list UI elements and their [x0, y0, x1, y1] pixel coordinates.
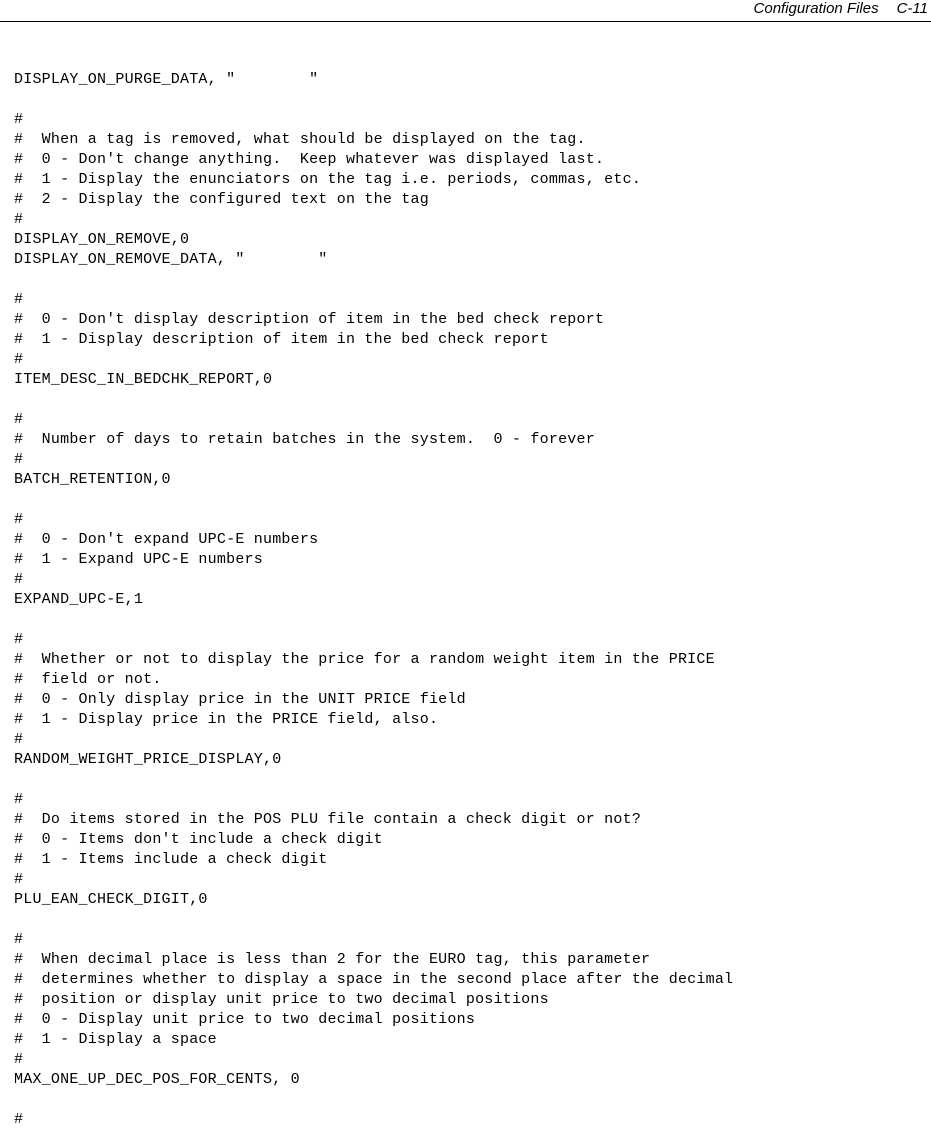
- comment-line: #: [14, 791, 24, 808]
- blank-line: [14, 270, 733, 290]
- comment-line: #: [14, 1051, 24, 1068]
- config-setting-line: BATCH_RETENTION,0: [14, 471, 171, 488]
- blank-line: [14, 910, 733, 930]
- comment-line: # Whether or not to display the price for a random weight item in the PRICE: [14, 651, 715, 668]
- comment-line: # 0 - Only display price in the UNIT PRICE field: [14, 691, 466, 708]
- comment-line: # field or not.: [14, 671, 162, 688]
- comment-line: #: [14, 871, 24, 888]
- comment-line: # 0 - Don't change anything. Keep whatever was displayed last.: [14, 151, 605, 168]
- comment-line: #: [14, 411, 24, 428]
- config-code-block: [14, 70, 733, 1130]
- blank-line: [14, 490, 733, 510]
- comment-line: # Number of days to retain batches in the system. 0 - forever: [14, 431, 595, 448]
- config-setting-line: PLU_EAN_CHECK_DIGIT,0: [14, 891, 208, 908]
- comment-line: #: [14, 731, 24, 748]
- config-setting-line: ITEM_DESC_IN_BEDCHK_REPORT,0: [14, 371, 273, 388]
- comment-line: # 1 - Items include a check digit: [14, 851, 328, 868]
- comment-line: # 1 - Display a space: [14, 1031, 217, 1048]
- page-number: C-11: [896, 0, 928, 17]
- comment-line: # position or display unit price to two decimal positions: [14, 991, 549, 1008]
- comment-line: #: [14, 211, 24, 228]
- comment-line: # 0 - Items don't include a check digit: [14, 831, 383, 848]
- comment-line: #: [14, 111, 24, 128]
- header-title: Configuration Files: [753, 0, 879, 17]
- comment-line: # 0 - Don't expand UPC-E numbers: [14, 531, 319, 548]
- blank-line: [14, 1090, 733, 1110]
- config-setting-line: DISPLAY_ON_REMOVE,0: [14, 231, 190, 248]
- comment-line: # 1 - Expand UPC-E numbers: [14, 551, 263, 568]
- blank-line: [14, 90, 733, 110]
- config-setting-line: RANDOM_WEIGHT_PRICE_DISPLAY,0: [14, 751, 282, 768]
- comment-line: # Do items stored in the POS PLU file contain a check digit or not?: [14, 811, 642, 828]
- comment-line: # 1 - Display the enunciators on the tag i.e. periods, commas, etc.: [14, 171, 642, 188]
- comment-line: #: [14, 511, 24, 528]
- blank-line: [14, 770, 733, 790]
- comment-line: # When a tag is removed, what should be displayed on the tag.: [14, 131, 586, 148]
- comment-line: #: [14, 1111, 24, 1128]
- comment-line: # determines whether to display a space in the second place after the decimal: [14, 971, 734, 988]
- comment-line: #: [14, 351, 24, 368]
- comment-line: # When decimal place is less than 2 for the EURO tag, this parameter: [14, 951, 651, 968]
- comment-line: #: [14, 291, 24, 308]
- config-setting-line: DISPLAY_ON_REMOVE_DATA, " ": [14, 251, 328, 268]
- blank-line: [14, 390, 733, 410]
- blank-line: [14, 610, 733, 630]
- comment-line: # 1 - Display price in the PRICE field, also.: [14, 711, 439, 728]
- config-setting-line: EXPAND_UPC-E,1: [14, 591, 144, 608]
- comment-line: #: [14, 631, 24, 648]
- comment-line: #: [14, 931, 24, 948]
- page-header: [0, 0, 931, 22]
- comment-line: # 2 - Display the configured text on the tag: [14, 191, 429, 208]
- comment-line: #: [14, 451, 24, 468]
- comment-line: # 1 - Display description of item in the bed check report: [14, 331, 549, 348]
- header-text: [754, 0, 928, 17]
- comment-line: # 0 - Don't display description of item in the bed check report: [14, 311, 605, 328]
- comment-line: # 0 - Display unit price to two decimal positions: [14, 1011, 476, 1028]
- config-setting-line: MAX_ONE_UP_DEC_POS_FOR_CENTS, 0: [14, 1071, 300, 1088]
- config-setting-line: DISPLAY_ON_PURGE_DATA, " ": [14, 71, 319, 88]
- comment-line: #: [14, 571, 24, 588]
